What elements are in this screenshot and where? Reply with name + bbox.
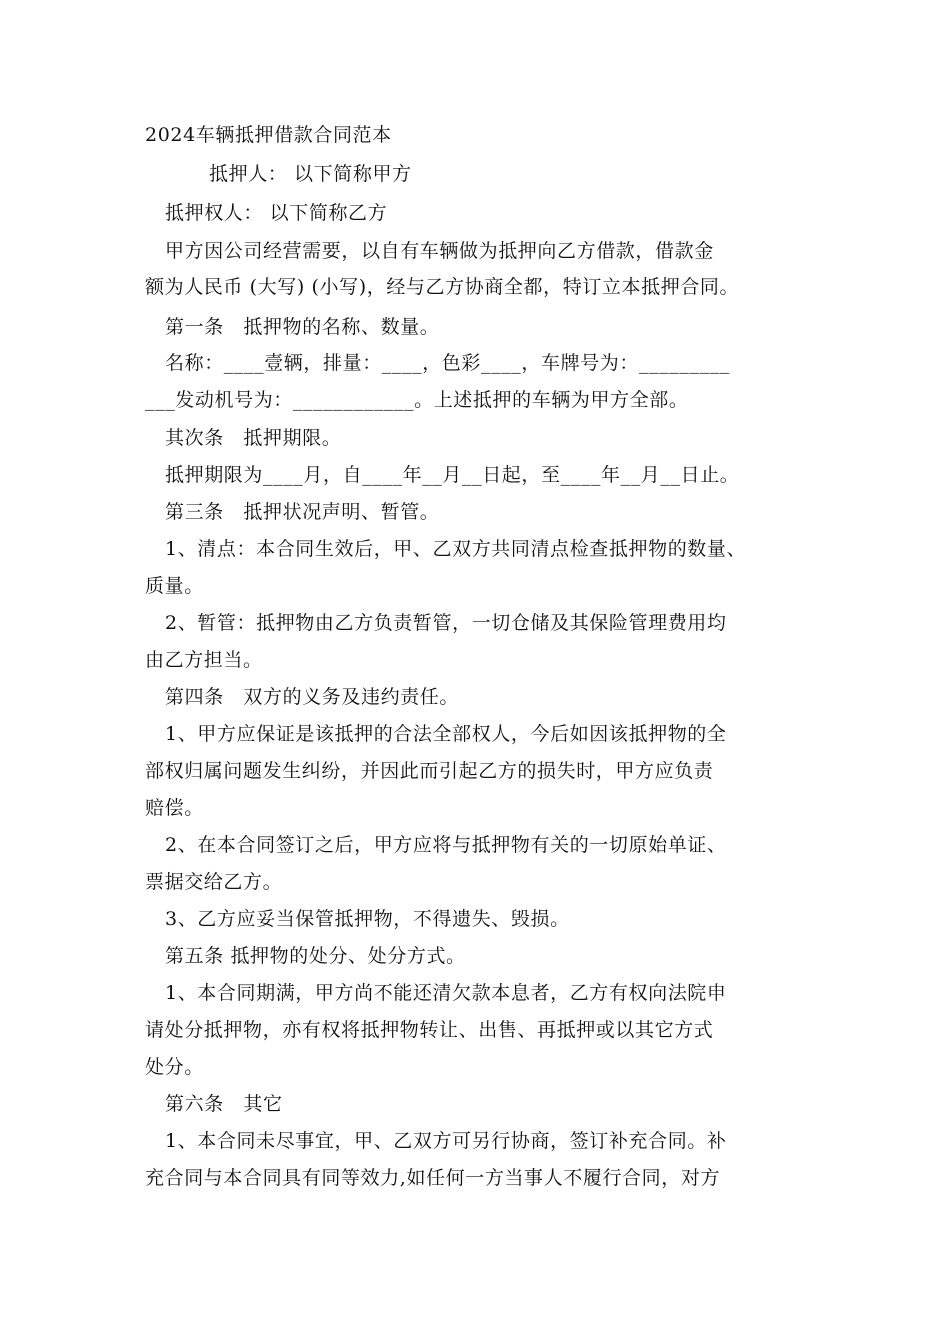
paragraph-line: 2、暂管：抵押物由乙方负责暂管，一切仓储及其保险管理费用均: [165, 612, 727, 634]
paragraph-line: 由乙方担当。: [145, 649, 263, 671]
paragraph-line: 2、在本合同签订之后，甲方应将与抵押物有关的一切原始单证、: [165, 834, 727, 856]
paragraph-line: 票据交给乙方。: [145, 871, 283, 893]
paragraph-line: 质量。: [145, 575, 204, 597]
article-heading: 第六条 其它: [165, 1093, 283, 1115]
paragraph-line: 额为人民币 (大写) (小写)，经与乙方协商全都，特订立本抵押合同。: [145, 276, 740, 298]
party-b-line: 抵押权人： 以下简称乙方: [165, 202, 388, 224]
paragraph-line: 3、乙方应妥当保管抵押物，不得遗失、毁损。: [165, 908, 570, 930]
document-title: 2024车辆抵押借款合同范本: [145, 124, 392, 146]
article-heading: 第三条 抵押状况声明、暂管。: [165, 501, 440, 523]
paragraph-line: 1、甲方应保证是该抵押的合法全部权人，今后如因该抵押物的全: [165, 723, 727, 745]
paragraph-line: 处分。: [145, 1056, 204, 1078]
article-heading: 其次条 抵押期限。: [165, 427, 342, 449]
article-heading: 第五条 抵押物的处分、处分方式。: [165, 945, 466, 967]
paragraph-line: 赔偿。: [145, 797, 204, 819]
paragraph-line: ___发动机号为：____________。上述抵押的车辆为甲方全部。: [145, 389, 689, 411]
article-heading: 第四条 双方的义务及违约责任。: [165, 686, 460, 708]
paragraph-line: 部权归属问题发生纠纷，并因此而引起乙方的损失时，甲方应负责: [145, 760, 714, 782]
paragraph-line: 请处分抵押物，亦有权将抵押物转让、出售、再抵押或以其它方式: [145, 1019, 714, 1041]
paragraph-line: 1、本合同未尽事宜，甲、乙双方可另行协商，签订补充合同。补: [165, 1130, 727, 1152]
article-heading: 第一条 抵押物的名称、数量。: [165, 316, 440, 338]
paragraph-line: 抵押期限为____月，自____年__月__日起，至____年__月__日止。: [165, 464, 740, 486]
paragraph-line: 1、本合同期满，甲方尚不能还清欠款本息者，乙方有权向法院申: [165, 982, 727, 1004]
paragraph-line: 充合同与本合同具有同等效力,如任何一方当事人不履行合同，对方: [145, 1167, 721, 1189]
party-a-line: 抵押人： 以下简称甲方: [209, 163, 412, 185]
paragraph-line: 甲方因公司经营需要，以自有车辆做为抵押向乙方借款，借款金: [165, 240, 714, 262]
paragraph-line: 1、清点：本合同生效后，甲、乙双方共同清点检查抵押物的数量、: [165, 538, 747, 560]
paragraph-line: 名称：____壹辆，排量：____，色彩____，车牌号为：_________: [165, 352, 730, 374]
